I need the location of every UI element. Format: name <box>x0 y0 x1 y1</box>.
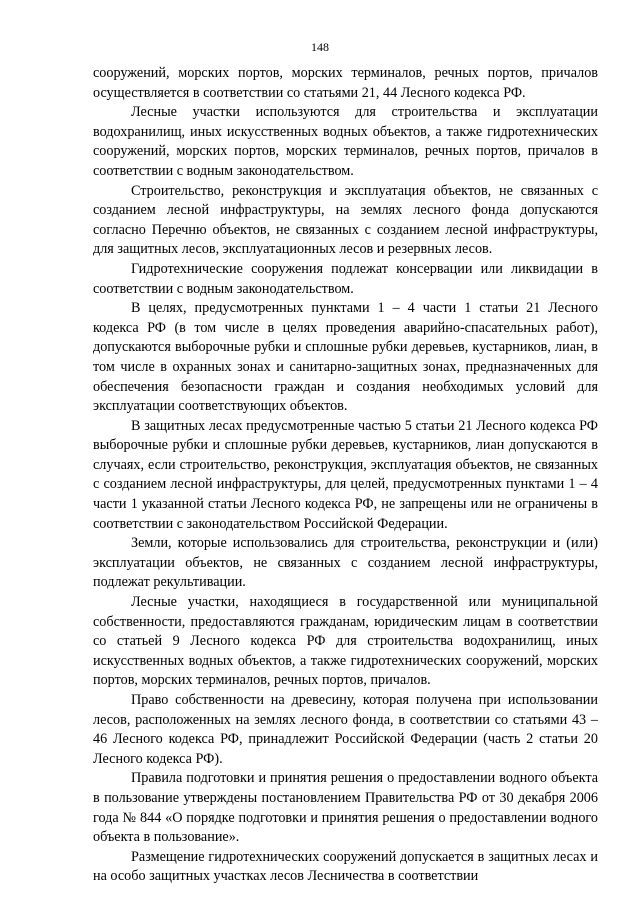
paragraph: Размещение гидротехнических сооружений допускается в защитных лесах и на особо защитных участках лесов Лесничества в соответствии <box>93 848 598 885</box>
paragraph: В целях, предусмотренных пунктами 1 – 4 части 1 статьи 21 Лесного кодекса РФ (в том числе в целях проведения аварийно-спасательных работ), допускаются выборочные рубки и сплошные рубки деревьев, кустарников, лиан, в том числе в охранных зонах и санитарно-защитных зонах, предназначенных для обеспечения безопасности граждан и создания необходимых условий для эксплуатации соответствующих объектов. <box>93 300 598 415</box>
paragraph: Право собственности на древесину, которая получена при использовании лесов, расположенных на землях лесного фонда, в соответствии со статьями 43 – 46 Лесного кодекса РФ, принадлежит Российской Федерации (часть 2 статьи 20 Лесного кодекса РФ). <box>93 692 598 767</box>
paragraph: Лесные участки, находящиеся в государственной или муниципальной собственности, предоставляются гражданам, юридическим лицам в соответствии со статьей 9 Лесного кодекса РФ для строительства водохранилищ, иных искусственных водных объектов, а также гидротехнических сооружений, морских портов, морских терминалов, речных портов, причалов. <box>93 594 598 689</box>
paragraph-continuation: сооружений, морских портов, морских терминалов, речных портов, причалов осуществляется в соответствии со статьями 21, 44 Лесного кодекса РФ. <box>93 65 598 101</box>
paragraph: В защитных лесах предусмотренные частью 5 статьи 21 Лесного кодекса РФ выборочные рубки и сплошные рубки деревьев, кустарников, лиан допускаются в случаях, если строительство, реконструкция, эксплуатация объектов, не связанных с созданием лесной инфраструктуры, для целей, предусмотренных пунктами 1 – 4 части 1 указанной статьи Лесного кодекса РФ, не запрещены или не ограничены в соответствии с законодательством Российской Федерации. <box>93 417 598 532</box>
paragraph: Строительство, реконструкция и эксплуатация объектов, не связанных с созданием лесной инфраструктуры, на землях лесного фонда допускаются согласно Перечню объектов, не связанных с созданием лесной инфраструктуры, для защитных лесов, эксплуатационных лесов и резервных лесов. <box>93 182 598 258</box>
paragraph: Лесные участки используются для строительства и эксплуатации водохранилищ, иных искусственных водных объектов, а также гидротехнических сооружений, морских портов, морских терминалов, речных портов, причалов в соответствии с водным законодательством. <box>93 104 598 179</box>
paragraph: Земли, которые использовались для строительства, реконструкции и (или) эксплуатации объектов, не связанных с созданием лесной инфраструктуры, подлежат рекультивации. <box>93 535 598 591</box>
paragraph: Правила подготовки и принятия решения о предоставлении водного объекта в пользование утверждены постановлением Правительства РФ от 30 декабря 2006 года № 844 «О порядке подготовки и принятия решения о предоставлении водного объекта в пользование». <box>93 770 598 846</box>
paragraph: Гидротехнические сооружения подлежат консервации или ликвидации в соответствии с водным законодательством. <box>93 260 598 297</box>
page-number: 148 <box>311 40 329 54</box>
document-body <box>93 64 598 887</box>
